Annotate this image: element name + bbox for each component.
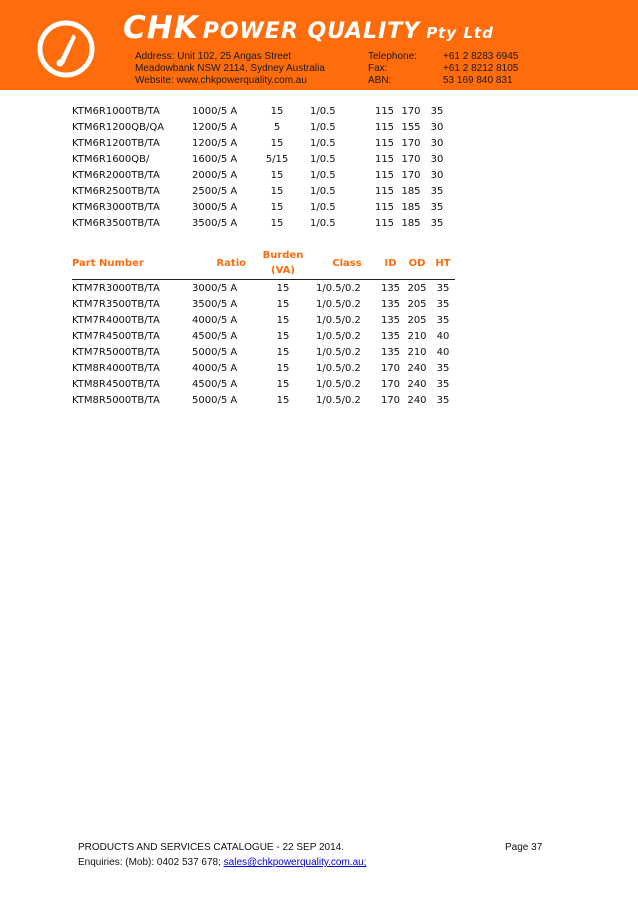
od-cell: 240 — [407, 394, 427, 406]
od-cell: 240 — [407, 378, 427, 390]
brand-power-quality: POWER QUALITY — [202, 19, 421, 44]
header-id: ID — [378, 247, 403, 280]
od-cell: 170 — [401, 105, 421, 117]
header-burden-line-2: (VA) — [271, 265, 295, 276]
ht-cell: 35 — [430, 217, 444, 229]
spec-table-ktm6-body — [72, 103, 449, 231]
enquiries-text: Enquiries: (Mob): 0402 537 678; — [78, 857, 224, 868]
ratio-cell: 2000/5 A — [192, 169, 238, 181]
burden-cell: 15 — [276, 362, 290, 374]
sales-email-link[interactable]: sales@chkpowerquality.com.au; — [223, 857, 367, 868]
ratio-cell: 5000/5 A — [192, 346, 238, 358]
ht-cell: 35 — [436, 378, 450, 390]
table-row — [72, 376, 455, 392]
table-row — [72, 215, 449, 231]
part-number-cell: KTM7R3000TB/TA — [72, 282, 160, 294]
table-row — [72, 167, 449, 183]
id-cell: 115 — [374, 201, 395, 213]
od-cell: 240 — [407, 362, 427, 374]
part-number-cell: KTM6R3000TB/TA — [72, 201, 160, 213]
part-number-cell: KTM7R4500TB/TA — [72, 330, 160, 342]
class-cell: 1/0.5 — [310, 201, 336, 213]
class-cell: 1/0.5/0.2 — [316, 346, 361, 358]
id-cell: 135 — [380, 330, 401, 342]
od-cell: 185 — [401, 201, 421, 213]
id-cell: 115 — [374, 137, 395, 149]
brand-logo-text — [123, 10, 494, 44]
header-burden — [252, 247, 314, 280]
id-cell: 170 — [380, 362, 401, 374]
id-cell: 135 — [380, 346, 401, 358]
burden-cell: 15 — [270, 217, 284, 229]
burden-cell: 15 — [270, 185, 284, 197]
burden-cell: 15 — [276, 330, 290, 342]
fax-value: +61 2 8212 8105 — [443, 63, 519, 74]
burden-cell: 15 — [270, 105, 284, 117]
ratio-cell: 1200/5 A — [192, 137, 238, 149]
table-row — [72, 360, 455, 376]
ht-cell: 35 — [430, 201, 444, 213]
od-cell: 170 — [401, 169, 421, 181]
header-class: Class — [314, 247, 378, 280]
brand-pty-ltd: Pty Ltd — [426, 24, 494, 42]
table-row — [72, 103, 449, 119]
ht-cell: 30 — [430, 121, 444, 133]
page-header — [0, 0, 638, 90]
id-cell: 115 — [374, 105, 395, 117]
spec-table-ktm7-ktm8 — [72, 247, 455, 408]
ratio-cell: 5000/5 A — [192, 394, 238, 406]
burden-cell: 15 — [270, 201, 284, 213]
burden-cell: 15 — [276, 298, 290, 310]
ht-cell: 35 — [430, 105, 444, 117]
ratio-cell: 2500/5 A — [192, 185, 238, 197]
part-number-cell: KTM6R3500TB/TA — [72, 217, 160, 229]
table-row — [72, 328, 455, 344]
id-cell: 115 — [374, 217, 395, 229]
fax-label: Fax: — [368, 63, 388, 74]
header-part-number: Part Number — [72, 247, 186, 280]
table-row — [72, 199, 449, 215]
part-number-cell: KTM6R2000TB/TA — [72, 169, 160, 181]
address-line-2: Meadowbank NSW 2114, Sydney Australia — [135, 63, 325, 74]
telephone-label: Telephone: — [368, 51, 417, 62]
part-number-cell: KTM6R1200TB/TA — [72, 137, 160, 149]
ht-cell: 35 — [436, 394, 450, 406]
ratio-cell: 4500/5 A — [192, 378, 238, 390]
class-cell: 1/0.5/0.2 — [316, 394, 361, 406]
od-cell: 205 — [407, 298, 427, 310]
burden-cell: 5 — [273, 121, 281, 133]
part-number-cell: KTM7R3500TB/TA — [72, 298, 160, 310]
part-number-cell: KTM6R1600QB/ — [72, 153, 150, 165]
burden-cell: 5/15 — [265, 153, 289, 165]
abn-label: ABN: — [368, 75, 392, 86]
class-cell: 1/0.5 — [310, 169, 336, 181]
address-line-1: Address: Unit 102, 25 Angas Street — [135, 51, 292, 62]
ratio-cell: 1600/5 A — [192, 153, 238, 165]
ratio-cell: 4500/5 A — [192, 330, 238, 342]
header-ratio: Ratio — [186, 247, 252, 280]
ht-cell: 30 — [430, 153, 444, 165]
ratio-cell: 3500/5 A — [192, 298, 238, 310]
catalogue-footer: PRODUCTS AND SERVICES CATALOGUE - 22 SEP 2014. — [78, 842, 345, 853]
enquiries-footer — [78, 857, 366, 868]
table-row — [72, 296, 455, 312]
burden-cell: 15 — [276, 378, 290, 390]
abn-value: 53 169 840 831 — [443, 75, 513, 86]
ht-cell: 30 — [430, 137, 444, 149]
part-number-cell: KTM6R1000TB/TA — [72, 105, 160, 117]
burden-cell: 15 — [276, 394, 290, 406]
class-cell: 1/0.5 — [310, 217, 336, 229]
ratio-cell: 3500/5 A — [192, 217, 238, 229]
class-cell: 1/0.5/0.2 — [316, 314, 361, 326]
od-cell: 205 — [407, 314, 427, 326]
spec-table-ktm6 — [72, 103, 449, 231]
id-cell: 135 — [380, 314, 401, 326]
table-row — [72, 135, 449, 151]
part-number-cell: KTM6R2500TB/TA — [72, 185, 160, 197]
ratio-cell: 1000/5 A — [192, 105, 238, 117]
class-cell: 1/0.5 — [310, 185, 336, 197]
part-number-cell: KTM8R4500TB/TA — [72, 378, 160, 390]
part-number-cell: KTM8R5000TB/TA — [72, 394, 160, 406]
header-burden-line-1: Burden — [262, 250, 304, 261]
class-cell: 1/0.5/0.2 — [316, 362, 361, 374]
table-row — [72, 183, 449, 199]
ht-cell: 40 — [436, 330, 450, 342]
burden-cell: 15 — [270, 137, 284, 149]
od-cell: 155 — [401, 121, 421, 133]
header-row — [72, 247, 455, 280]
ratio-cell: 4000/5 A — [192, 314, 238, 326]
header-od: OD — [403, 247, 431, 280]
ht-cell: 35 — [436, 298, 450, 310]
ratio-cell: 4000/5 A — [192, 362, 238, 374]
id-cell: 115 — [374, 121, 395, 133]
od-cell: 170 — [401, 137, 421, 149]
class-cell: 1/0.5/0.2 — [316, 298, 361, 310]
id-cell: 135 — [380, 298, 401, 310]
class-cell: 1/0.5 — [310, 121, 336, 133]
ht-cell: 35 — [436, 362, 450, 374]
table-row — [72, 119, 449, 135]
od-cell: 205 — [407, 282, 427, 294]
burden-cell: 15 — [276, 282, 290, 294]
ratio-cell: 3000/5 A — [192, 282, 238, 294]
id-cell: 115 — [374, 185, 395, 197]
id-cell: 115 — [374, 169, 395, 181]
id-cell: 170 — [380, 394, 401, 406]
part-number-cell: KTM7R4000TB/TA — [72, 314, 160, 326]
part-number-cell: KTM8R4000TB/TA — [72, 362, 160, 374]
id-cell: 170 — [380, 378, 401, 390]
ratio-cell: 1200/5 A — [192, 121, 238, 133]
od-cell: 170 — [401, 153, 421, 165]
burden-cell: 15 — [276, 314, 290, 326]
table-row — [72, 280, 455, 297]
website-line: Website: www.chkpowerquality.com.au — [135, 75, 307, 86]
table-row — [72, 392, 455, 408]
ht-cell: 30 — [430, 169, 444, 181]
od-cell: 210 — [407, 330, 427, 342]
class-cell: 1/0.5 — [310, 105, 336, 117]
od-cell: 185 — [401, 185, 421, 197]
ratio-cell: 3000/5 A — [192, 201, 238, 213]
ht-cell: 35 — [436, 282, 450, 294]
class-cell: 1/0.5/0.2 — [316, 330, 361, 342]
ht-cell: 35 — [430, 185, 444, 197]
od-cell: 185 — [401, 217, 421, 229]
ht-cell: 35 — [436, 314, 450, 326]
class-cell: 1/0.5 — [310, 137, 336, 149]
id-cell: 135 — [380, 282, 401, 294]
gauge-icon — [37, 20, 95, 78]
ht-cell: 40 — [436, 346, 450, 358]
telephone-value: +61 2 8283 6945 — [443, 51, 519, 62]
table-row — [72, 344, 455, 360]
brand-chk: CHK — [123, 10, 199, 46]
part-number-cell: KTM7R5000TB/TA — [72, 346, 160, 358]
burden-cell: 15 — [276, 346, 290, 358]
part-number-cell: KTM6R1200QB/QA — [72, 121, 165, 133]
header-ht: HT — [431, 247, 455, 280]
burden-cell: 15 — [270, 169, 284, 181]
spec-table-header — [72, 247, 455, 280]
page-number: Page 37 — [505, 842, 543, 853]
table-row — [72, 151, 449, 167]
id-cell: 115 — [374, 153, 395, 165]
od-cell: 210 — [407, 346, 427, 358]
class-cell: 1/0.5 — [310, 153, 336, 165]
spec-table-ktm7-ktm8-body — [72, 280, 455, 409]
class-cell: 1/0.5/0.2 — [316, 378, 361, 390]
table-row — [72, 312, 455, 328]
class-cell: 1/0.5/0.2 — [316, 282, 361, 294]
